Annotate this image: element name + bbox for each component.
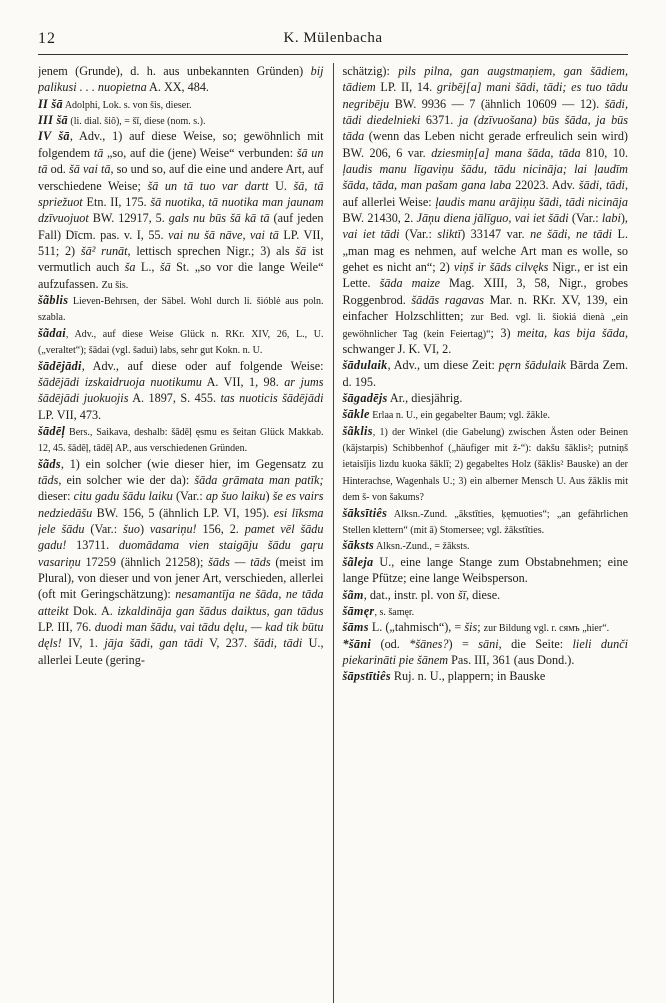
definition-text: jenem (Grunde), d. h. aus unbekannten Gründen) bbox=[38, 64, 311, 78]
etymology-note: Lieven-Behrsen, der Säbel. Wohl durch li. šióblė aus poln. szabla. bbox=[38, 295, 324, 324]
headword: šāksts bbox=[342, 538, 375, 553]
example-text: ļaudis manu līgaviņu šādu, tādu nicināja; lai ļaudīm šāda, tāda, man pašam gana laba bbox=[342, 162, 628, 193]
definition-text: , dat., instr. pl. von bbox=[363, 587, 458, 602]
headword: šādēļ bbox=[38, 423, 66, 438]
headword: IV šā bbox=[38, 129, 70, 144]
definition-text: od. bbox=[47, 162, 69, 177]
definition-text: schätzig): bbox=[342, 64, 399, 78]
example-text: labi bbox=[601, 211, 621, 226]
definition-text: 22023. Adv. bbox=[511, 178, 579, 193]
definition-text: 17259 (ähnlich 21258); bbox=[80, 554, 209, 569]
definition-text: BW. 12917, 5. bbox=[88, 211, 169, 226]
headword: II šā bbox=[38, 96, 63, 111]
headword: *šāni bbox=[342, 636, 372, 651]
dictionary-entry bbox=[38, 292, 324, 325]
definition-text: 6371. bbox=[420, 113, 459, 128]
headword: šāmęr bbox=[342, 603, 375, 618]
definition-text: BW. 9936 — 7 (ähnlich 10609 — 12). bbox=[389, 96, 605, 111]
definition-text: 13711. bbox=[66, 538, 119, 553]
example-text: ša bbox=[124, 260, 136, 275]
etymology-note: Bers., Saikava, deshalb: šādēļ ęsmu es šeitan Glück Makkab. 12, 45. šādēļ, tādēļ AP., aus verschiedenen Gründen. bbox=[38, 426, 324, 455]
example-text: meita, kas bija šāda bbox=[517, 325, 625, 340]
definition-text: Mag. XIII, 3, 58, Nigr., grobes Roggenbrod. bbox=[342, 276, 628, 307]
example-text: izkaldināja gan šādus daiktus, gan tādus bbox=[117, 603, 324, 618]
example-text: ja (dzīvuošana) būs šāda, ja būs tāda bbox=[342, 113, 628, 144]
definition-text: , 1) ein solcher (wie dieser hier, im Gegensatz zu bbox=[60, 456, 324, 471]
dictionary-entry bbox=[38, 456, 324, 668]
etymology-note: Zu šis. bbox=[101, 279, 129, 291]
etymology-note: , 1) der Winkel (die Gabelung) zwischen Ästen oder Beinen (kājstarpis) Schibbenhof („häufiger mit ž-“): dakšu šāklis²; putniņš ietaisījis lizdu kuoka šāklī; 2) gegabeltes Holz (šāklis² Bauske) an der Hinterachse, Wagenhals U.; 3) ein alberner Mensch U. Aus žāklis mit dem š- von šakums? bbox=[342, 426, 628, 504]
dictionary-entry bbox=[343, 587, 629, 603]
example-text: citu gadu šādu laiku bbox=[73, 489, 173, 504]
dictionary-entry bbox=[343, 505, 629, 538]
definition-text: Etn. II, 175. bbox=[82, 194, 151, 209]
etymology-note: Adolphi, Lok. s. von šis, dieser. bbox=[62, 99, 192, 111]
example-text: ne šādi, ne tādi bbox=[530, 227, 612, 242]
example-text: viņš ir šāds cilvęks bbox=[453, 260, 549, 275]
etymology-note: (li. dial. šiô), = šī, diese (nom. s.). bbox=[67, 116, 206, 128]
definition-text: (wenn das Leben nicht gerade erfreulich sein wird) BW. 206, 6 var. bbox=[342, 129, 628, 160]
example-text: pęrn šādulaik bbox=[498, 358, 567, 373]
definition-text: Pas. III, 361 (aus Dond.). bbox=[448, 652, 575, 667]
running-head: K. Mülenbacha bbox=[283, 30, 383, 46]
definition-text: Dok. A. bbox=[68, 603, 118, 618]
example-text: vasariņu! bbox=[149, 522, 197, 537]
example-text: bij palikusi . . . nuopietna bbox=[38, 64, 324, 95]
example-text: šis bbox=[464, 620, 478, 635]
definition-text: LP. VII, 473. bbox=[38, 407, 102, 422]
dictionary-entry bbox=[38, 96, 324, 112]
definition-text: ; 3) bbox=[490, 325, 518, 340]
definition-text: LP. VII, 511; 2) bbox=[38, 227, 324, 258]
example-text: duodi man šādu, vai tādu dęlu, — kad tik būtu dęls! bbox=[38, 620, 324, 651]
definition-text: , diese. bbox=[465, 587, 501, 602]
definition-text: , Adv., um diese Zeit: bbox=[387, 358, 499, 373]
definition-text: A. 1897, S. 455. bbox=[128, 391, 221, 406]
definition-text: (meist im Plural), von dieser und von jener Art, verschieden, allerlei (oft mit Geringschätzung): bbox=[38, 554, 324, 602]
dictionary-entry bbox=[343, 537, 629, 553]
example-text: šā un tā bbox=[38, 145, 324, 177]
etymology-note: Alksn.-Zund., = žāksts. bbox=[374, 541, 470, 553]
headword: šāksītiês bbox=[342, 505, 388, 520]
definition-text: ) = bbox=[448, 636, 479, 651]
definition-text: BW. 21430, 2. bbox=[342, 211, 417, 226]
example-text: nesamantīja ne šāda, ne tāda atteikt bbox=[38, 587, 324, 618]
definition-text: L. „man mag es nehmen, auf welche Art man es wolle, so gehet es nicht an“; 2) bbox=[342, 227, 628, 275]
headword: šākle bbox=[342, 407, 370, 422]
example-text: lieli dunči piekarināti pie šānem bbox=[342, 636, 628, 667]
example-text: pamet vēl šādu gadu! bbox=[38, 522, 324, 553]
page-header bbox=[38, 28, 628, 55]
definition-text: LP. III, 76. bbox=[38, 620, 95, 635]
dictionary-entry bbox=[343, 636, 629, 669]
dictionary-entry bbox=[343, 554, 629, 587]
dictionary-entry bbox=[343, 406, 629, 422]
dictionary-entry bbox=[343, 423, 629, 505]
definition-text: Ruj. n. U., plappern; in Bauske bbox=[390, 669, 546, 684]
definition-text: ) bbox=[265, 489, 273, 504]
text-columns bbox=[38, 63, 628, 1003]
example-text: Jāņu diena jālīguo, vai iet šādi bbox=[416, 211, 569, 226]
definition-text: 810, 10. bbox=[580, 145, 628, 160]
definition-text: , ein solcher wie der da): bbox=[58, 473, 195, 488]
headword: šãds bbox=[38, 456, 61, 471]
definition-text: L., bbox=[135, 260, 160, 275]
definition-text: dieser: bbox=[38, 489, 74, 504]
example-text: ap šuo laiku bbox=[205, 489, 266, 504]
definition-text: (Var.: bbox=[568, 211, 602, 226]
example-text: tas nuoticis šādējādi bbox=[220, 391, 324, 406]
example-text: šā² runāt bbox=[80, 243, 128, 258]
dictionary-entry bbox=[38, 63, 324, 96]
page-number: 12 bbox=[38, 30, 56, 47]
example-text: šādi, tādi diedelnieki bbox=[342, 96, 628, 128]
example-text: še es vairs nedziedāšu bbox=[38, 489, 324, 520]
example-text: jāja šādi, gan tādi bbox=[104, 636, 203, 651]
example-text: sāni bbox=[478, 636, 499, 651]
definition-text: ist vermutlich auch bbox=[38, 243, 324, 275]
definition-text: V, 237. bbox=[203, 636, 254, 651]
definition-text: 156, 2. bbox=[196, 522, 245, 537]
example-text: šā, tā spriežuot bbox=[38, 178, 324, 209]
dictionary-entry bbox=[343, 668, 629, 684]
definition-text: (od. bbox=[371, 636, 410, 651]
headword: šãm bbox=[342, 587, 364, 602]
definition-text: (Var.: bbox=[399, 227, 438, 242]
dictionary-entry bbox=[38, 423, 324, 456]
example-text: sliktī bbox=[437, 227, 462, 242]
etymology-note: zur Bed. vgl. li. šiokiá dienà „ein gewöhnlicher Tag (kein Feiertag)“ bbox=[342, 312, 628, 340]
definition-text: U. bbox=[268, 178, 294, 193]
definition-text: L. („tahmisch“), = bbox=[368, 620, 465, 635]
example-text: *šānes? bbox=[409, 636, 449, 651]
example-text: duomādama vien staigāju šādu gaŗu vasariņu bbox=[38, 538, 324, 569]
example-text: šādi, tādi bbox=[253, 636, 303, 651]
headword: šãdai bbox=[38, 325, 66, 340]
definition-text: ), bbox=[620, 211, 628, 226]
dictionary-entry bbox=[38, 358, 324, 423]
headword: šãblis bbox=[38, 292, 69, 307]
example-text: vai nu šā nāve, vai tā bbox=[168, 227, 279, 242]
definition-text: „so, auf die (jene) Weise“ verbunden: bbox=[103, 145, 297, 160]
definition-text: Bārda Zem. d. 195. bbox=[342, 358, 628, 389]
definition-text: (auf jeden Fall) Dīcm. pas. v. I, 55. bbox=[38, 211, 324, 242]
example-text: šāda grāmata man patīk; bbox=[194, 473, 324, 488]
etymology-note: zur Bildung vgl. r. сямъ „hier“. bbox=[483, 623, 610, 635]
dictionary-entry bbox=[343, 63, 629, 357]
etymology-note: Erlaa n. U., ein gegabelter Baum; vgl. žākle. bbox=[369, 410, 550, 422]
definition-text: Nigr., er ist ein Lette. bbox=[342, 260, 628, 291]
definition-text: , Adv., auf diese oder auf folgende Weise: bbox=[81, 358, 324, 373]
definition-text: , lettisch sprechen Nigr.; 3) als bbox=[127, 243, 296, 258]
definition-text: , die Seite: bbox=[498, 636, 573, 651]
right-column bbox=[334, 63, 629, 1003]
example-text: šī bbox=[457, 587, 466, 602]
dictionary-entry bbox=[343, 619, 629, 635]
example-text: šādi, tādi bbox=[578, 178, 625, 193]
dictionary-entry bbox=[343, 390, 629, 406]
example-text: šāds — tāds bbox=[208, 554, 271, 569]
headword: šāpstītiês bbox=[342, 669, 391, 684]
definition-text: (Var.: bbox=[84, 522, 123, 537]
example-text: šādās ragavas bbox=[411, 292, 485, 307]
example-text: esi līksma jele šādu bbox=[38, 505, 324, 537]
example-text: gals nu būs šā kā tā bbox=[168, 211, 270, 226]
example-text: pils pilna, gan augstmaņiem, gan šādiem, tādiem bbox=[342, 64, 628, 95]
headword: šāms bbox=[342, 620, 369, 635]
example-text: šādējādi izskaidruoja nuotikumu bbox=[38, 374, 202, 389]
definition-text: , so und so, auf die eine und andere Art, auf verschiedene Weise; bbox=[38, 162, 324, 193]
definition-text: Ar., diesjährig. bbox=[387, 390, 463, 405]
definition-text: , schwanger J. K. VI, 2. bbox=[342, 325, 628, 356]
etymology-note: , s. šamęr. bbox=[374, 606, 415, 618]
left-column bbox=[38, 63, 334, 1003]
definition-text: , auf allerlei Weise: bbox=[342, 178, 628, 209]
dictionary-entry bbox=[38, 325, 324, 358]
example-text: ar jums šādējādi juokuojis bbox=[38, 374, 324, 406]
headword: šãklis bbox=[342, 423, 373, 438]
headword: šādulaik bbox=[342, 358, 388, 373]
dictionary-entry bbox=[38, 112, 324, 128]
example-text: šā bbox=[295, 243, 307, 258]
definition-text: U., eine lange Stange zum Obstabnehmen; eine lange Pfütze; eine lange Weibsperson. bbox=[342, 554, 628, 586]
example-text: tāds bbox=[38, 473, 59, 488]
definition-text: IV, 1. bbox=[61, 636, 105, 651]
etymology-note: Alksn.-Zund. „ākstīties, ķęmuoties“; „an gefährlichen Stellen klettern“ (mit ā) Stomersee; vgl. žākstīties. bbox=[342, 508, 628, 537]
example-text: šā bbox=[159, 260, 171, 275]
headword: šãleja bbox=[342, 554, 374, 569]
definition-text: U., allerlei Leute (gering- bbox=[38, 636, 324, 667]
dictionary-entry bbox=[343, 357, 629, 390]
headword: šādējādi bbox=[38, 358, 82, 373]
definition-text: , Adv., 1) auf diese Weise, so; gewöhnlich mit folgendem bbox=[38, 129, 324, 160]
definition-text: (Var.: bbox=[172, 489, 206, 504]
example-text: šuo bbox=[123, 522, 140, 537]
example-text: šāda maize bbox=[379, 276, 441, 291]
dictionary-entry bbox=[343, 603, 629, 619]
definition-text: Mar. n. RKr. XV, 139, ein einfacher Holzschlitten; bbox=[342, 292, 628, 324]
definition-text: ) bbox=[139, 522, 150, 537]
example-text: tā bbox=[93, 145, 104, 160]
headword: šāgadējs bbox=[342, 390, 388, 405]
definition-text: ; bbox=[477, 620, 484, 635]
example-text: ļaudis manu arājiņu šādi, tādi nicināja bbox=[435, 194, 628, 209]
etymology-note: , Adv., auf diese Weise Glück n. RKr. XIV, 26, L., U. („veraltet“); šādai (vgl. šadui) labs, sehr gut Kokn. n. U. bbox=[38, 328, 324, 357]
example-text: šā nuotika, tā nuotika man jaunam dzīvuojuot bbox=[38, 194, 324, 226]
definition-text: LP. II, 14. bbox=[375, 80, 437, 95]
definition-text: BW. 156, 5 (ähnlich LP. VI, 195). bbox=[92, 505, 274, 520]
headword: III šā bbox=[38, 113, 68, 128]
definition-text: St. „so vor die lange Weile“ aufzufassen. bbox=[38, 260, 324, 291]
dictionary-entry bbox=[38, 128, 324, 291]
example-text: gribēj[a] mani šādi, tādi; es tuo tādu negribēju bbox=[342, 80, 628, 111]
definition-text: A. VII, 1, 98. bbox=[201, 374, 285, 389]
example-text: šā un tā tuo var dartt bbox=[147, 178, 269, 193]
example-text: šā vai tā bbox=[68, 162, 111, 177]
example-text: dziesmiņ[a] mana šāda, tāda bbox=[431, 145, 581, 160]
definition-text: A. XX, 484. bbox=[146, 80, 209, 95]
example-text: vai iet tādi bbox=[342, 227, 400, 242]
definition-text: ) 33147 var. bbox=[461, 227, 531, 242]
